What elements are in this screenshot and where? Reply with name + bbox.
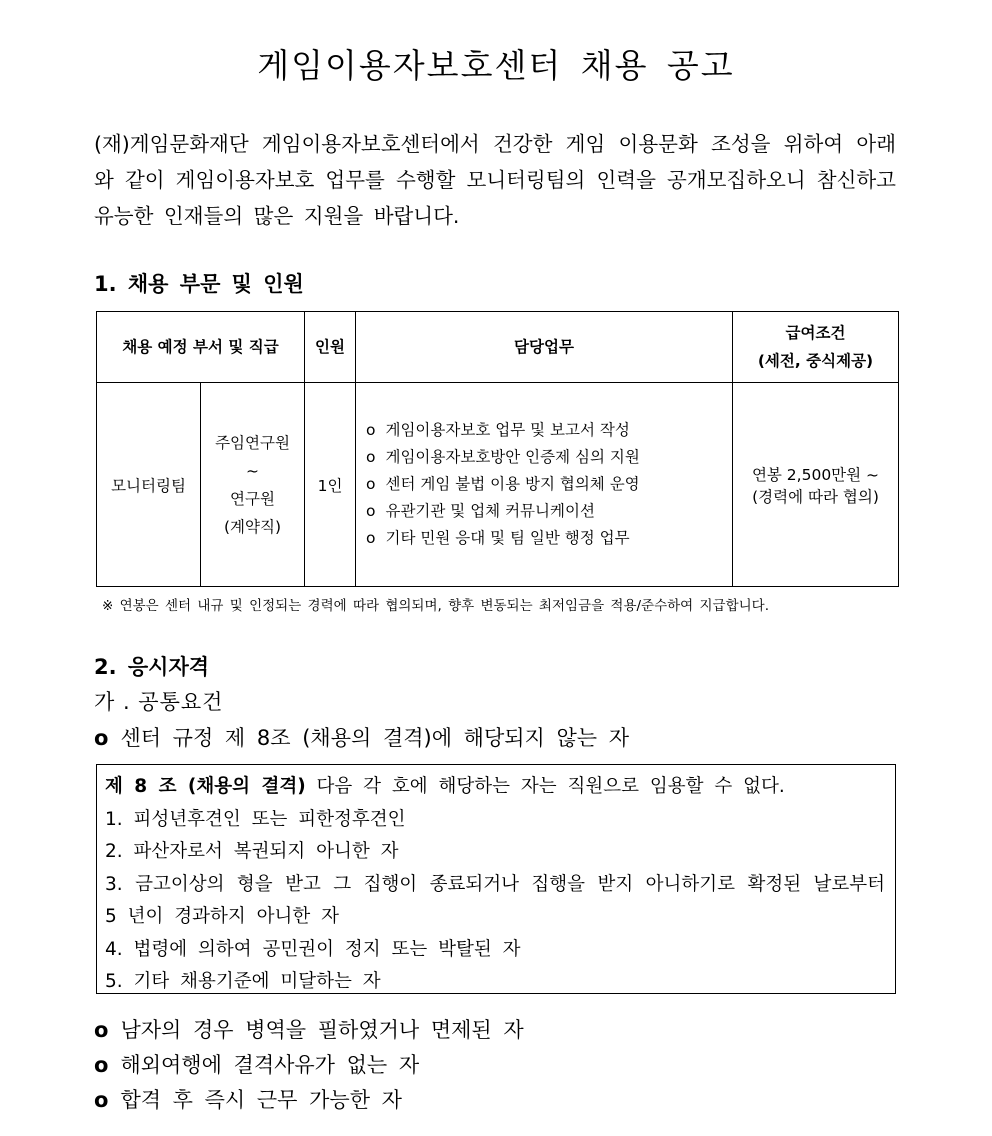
pay-line1: 연봉 2,500만원 ~ [751,465,880,484]
bullet-marker: o [94,1088,109,1112]
recruitment-table [96,311,899,587]
table-row [97,383,899,587]
bullet-marker: o [94,1053,109,1077]
cell-pay [733,383,899,587]
rule-item: 4. 법령에 의하여 공민권이 정지 또는 박탈된 자 [105,938,521,960]
cell-team: 모니터링팀 [97,383,201,587]
rule-item: 5. 기타 채용기준에 미달하는 자 [105,971,381,992]
pay-line2: (경력에 따라 협의) [752,487,879,506]
header-pay [733,312,899,383]
rank-line: (계약직) [223,517,281,536]
header-duties: 담당업무 [356,312,733,383]
bullet-item [94,1049,419,1079]
list-item: o 유관기관 및 업체 커뮤니케이션 [366,498,732,525]
list-item: o 게임이용자보호방안 인증제 심의 지원 [366,444,732,471]
header-count: 인원 [305,312,356,383]
cell-rank [201,383,305,587]
intro-paragraph: (재)게임문화재단 게임이용자보호센터에서 건강한 게임 이용문화 조성을 위하여 아래와 같이 게임이용자보호 업무를 수행할 모니터링팀의 인력을 공개모집하오니 참신하고 유능한 인재들의 많은 지원을 바랍니다. [94,132,896,228]
cell-duties [356,383,733,587]
salary-note: ※ 연봉은 센터 내규 및 인정되는 경력에 따라 협의되며, 향후 변동되는 최저임금을 적용/준수하여 지급합니다. [102,598,769,614]
rank-line: 주임연구원 [215,433,290,452]
rule-lead: 다음 각 호에 해당하는 자는 직원으로 임용할 수 없다. [305,776,785,797]
rule-header [105,771,885,804]
rank-line: 연구원 [230,489,275,508]
section-heading-recruitment: 1. 채용 부문 및 인원 [94,272,304,296]
table-header-row [97,312,899,383]
disqualification-rule-box [96,764,896,994]
page-title: 게임이용자보호센터 채용 공고 [257,46,735,85]
bullet-text: 센터 규정 제 8조 (채용의 결격)에 해당되지 않는 자 [120,726,630,750]
bullet-item [94,1014,524,1044]
bullet-item [94,722,629,752]
rule-item: 2. 파산자로서 복권되지 아니한 자 [105,841,399,862]
bullet-marker: o [94,726,109,750]
bullet-text: 합격 후 즉시 근무 가능한 자 [120,1088,402,1112]
header-dept: 채용 예정 부서 및 직급 [97,312,305,383]
bullet-text: 해외여행에 결격사유가 없는 자 [120,1053,420,1077]
section-heading-qualification: 2. 응시자격 [94,655,210,679]
list-item: o 센터 게임 불법 이용 방지 협의체 운영 [366,471,732,498]
duties-list [356,417,732,552]
bullet-item [94,1084,402,1114]
cell-count: 1인 [305,383,356,587]
rule-item: 3. 금고이상의 형을 받고 그 집행이 종료되거나 집행을 받지 아니하기로 확정된 날로부터 5 년이 경과하지 아니한 자 [105,873,885,927]
bullet-marker: o [94,1018,109,1042]
list-item: o 게임이용자보호 업무 및 보고서 작성 [366,417,732,444]
bullet-text: 남자의 경우 병역을 필하였거나 면제된 자 [120,1018,524,1042]
header-pay-line2: (세전, 중식제공) [757,352,874,370]
header-pay-line1: 급여조건 [785,324,846,342]
rule-title: 제 8 조 (채용의 결격) [105,776,306,797]
subheading-common: 가 . 공통요건 [94,690,224,714]
rank-line: ~ [246,461,259,480]
list-item: o 기타 민원 응대 및 팀 일반 행정 업무 [366,525,732,552]
rule-item: 1. 피성년후견인 또는 피한정후견인 [105,808,406,830]
